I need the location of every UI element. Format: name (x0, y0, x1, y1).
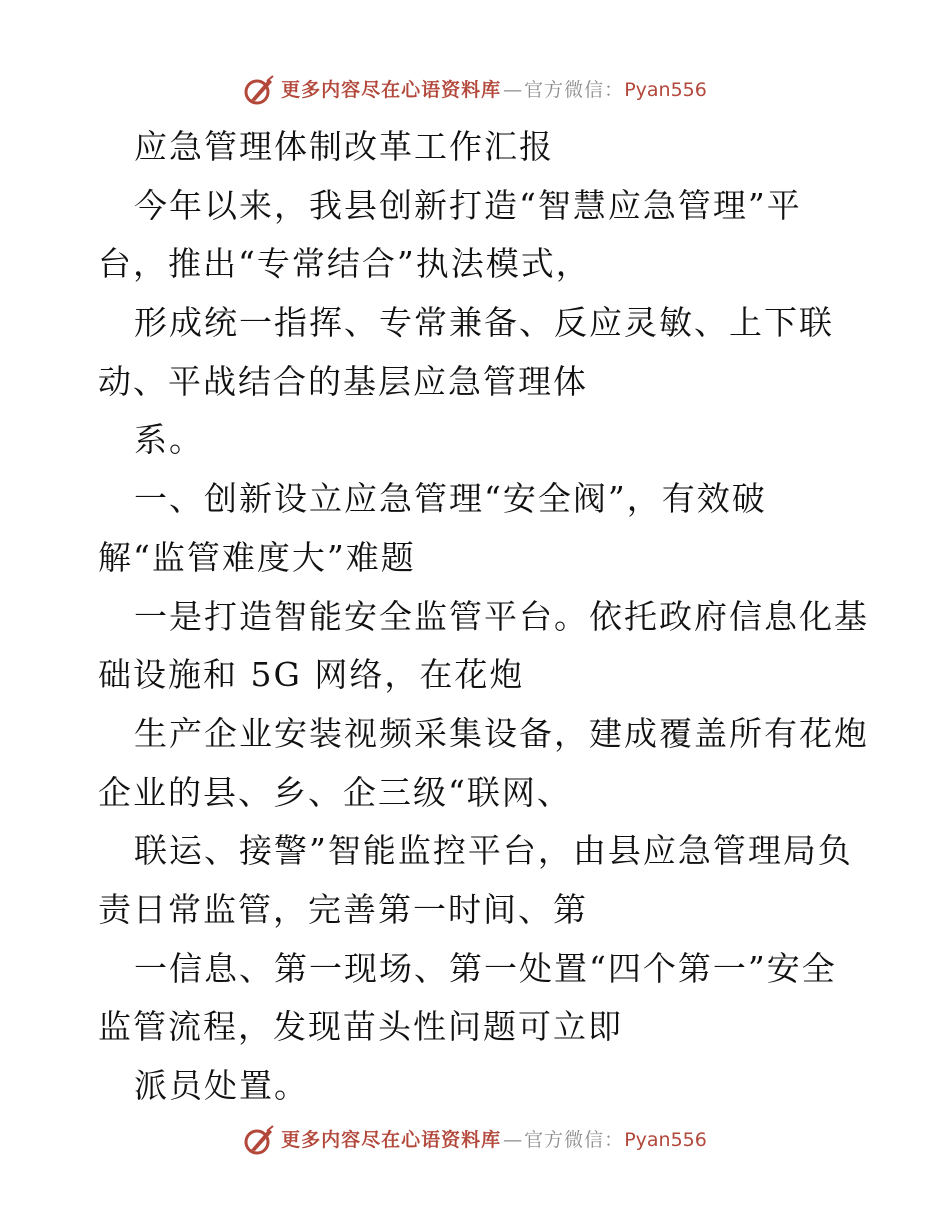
paragraph-line: 系。 (134, 420, 204, 460)
paragraph-line: 派员处置。 (134, 1066, 309, 1105)
quill-pen-circle-icon (243, 74, 275, 106)
footer-watermark (0, 1120, 950, 1160)
section-heading: 一、创新设立应急管理“安全阀”，有效破 (134, 479, 767, 519)
watermark-contact-id: Pyan556 (624, 79, 707, 101)
section-heading-continued: 解“监管难度大”难题 (98, 537, 416, 577)
watermark-separator: — (503, 1129, 523, 1151)
document-body (98, 118, 869, 1116)
watermark-contact-id: Pyan556 (624, 1129, 707, 1151)
paragraph-line: 联运、接警”智能监控平台，由县应急管理局负 (134, 831, 853, 871)
header-watermark (0, 70, 950, 110)
paragraph-line: 今年以来，我县创新打造“智慧应急管理”平 (134, 185, 802, 225)
paragraph-line: 企业的县、乡、企三级“联网、 (98, 772, 572, 812)
paragraph-line: 形成统一指挥、专常兼备、反应灵敏、上下联 (134, 303, 834, 343)
paragraph-line: 础设施和 5G 网络，在花炮 (98, 655, 525, 695)
watermark-brand-text: 更多内容尽在心语资料库 (281, 79, 502, 101)
paragraph-line: 一是打造智能安全监管平台。依托政府信息化基 (134, 596, 869, 636)
quill-pen-circle-icon (243, 1124, 275, 1156)
paragraph-line: 台，推出“专常结合”执法模式， (98, 244, 591, 284)
paragraph-line: 动、平战结合的基层应急管理体 (98, 361, 588, 401)
paragraph-line: 一信息、第一现场、第一处置“四个第一”安全 (134, 948, 837, 988)
paragraph-line: 生产企业安装视频采集设备，建成覆盖所有花炮 (134, 713, 869, 753)
paragraph-line: 责日常监管，完善第一时间、第 (98, 889, 588, 929)
watermark-brand-text: 更多内容尽在心语资料库 (281, 1129, 502, 1151)
watermark-contact-label: 官方微信： (524, 79, 625, 101)
document-title: 应急管理体制改革工作汇报 (134, 127, 554, 166)
watermark-separator: — (503, 79, 523, 101)
watermark-contact-label: 官方微信： (524, 1129, 625, 1151)
paragraph-line: 监管流程，发现苗头性问题可立即 (98, 1007, 623, 1047)
